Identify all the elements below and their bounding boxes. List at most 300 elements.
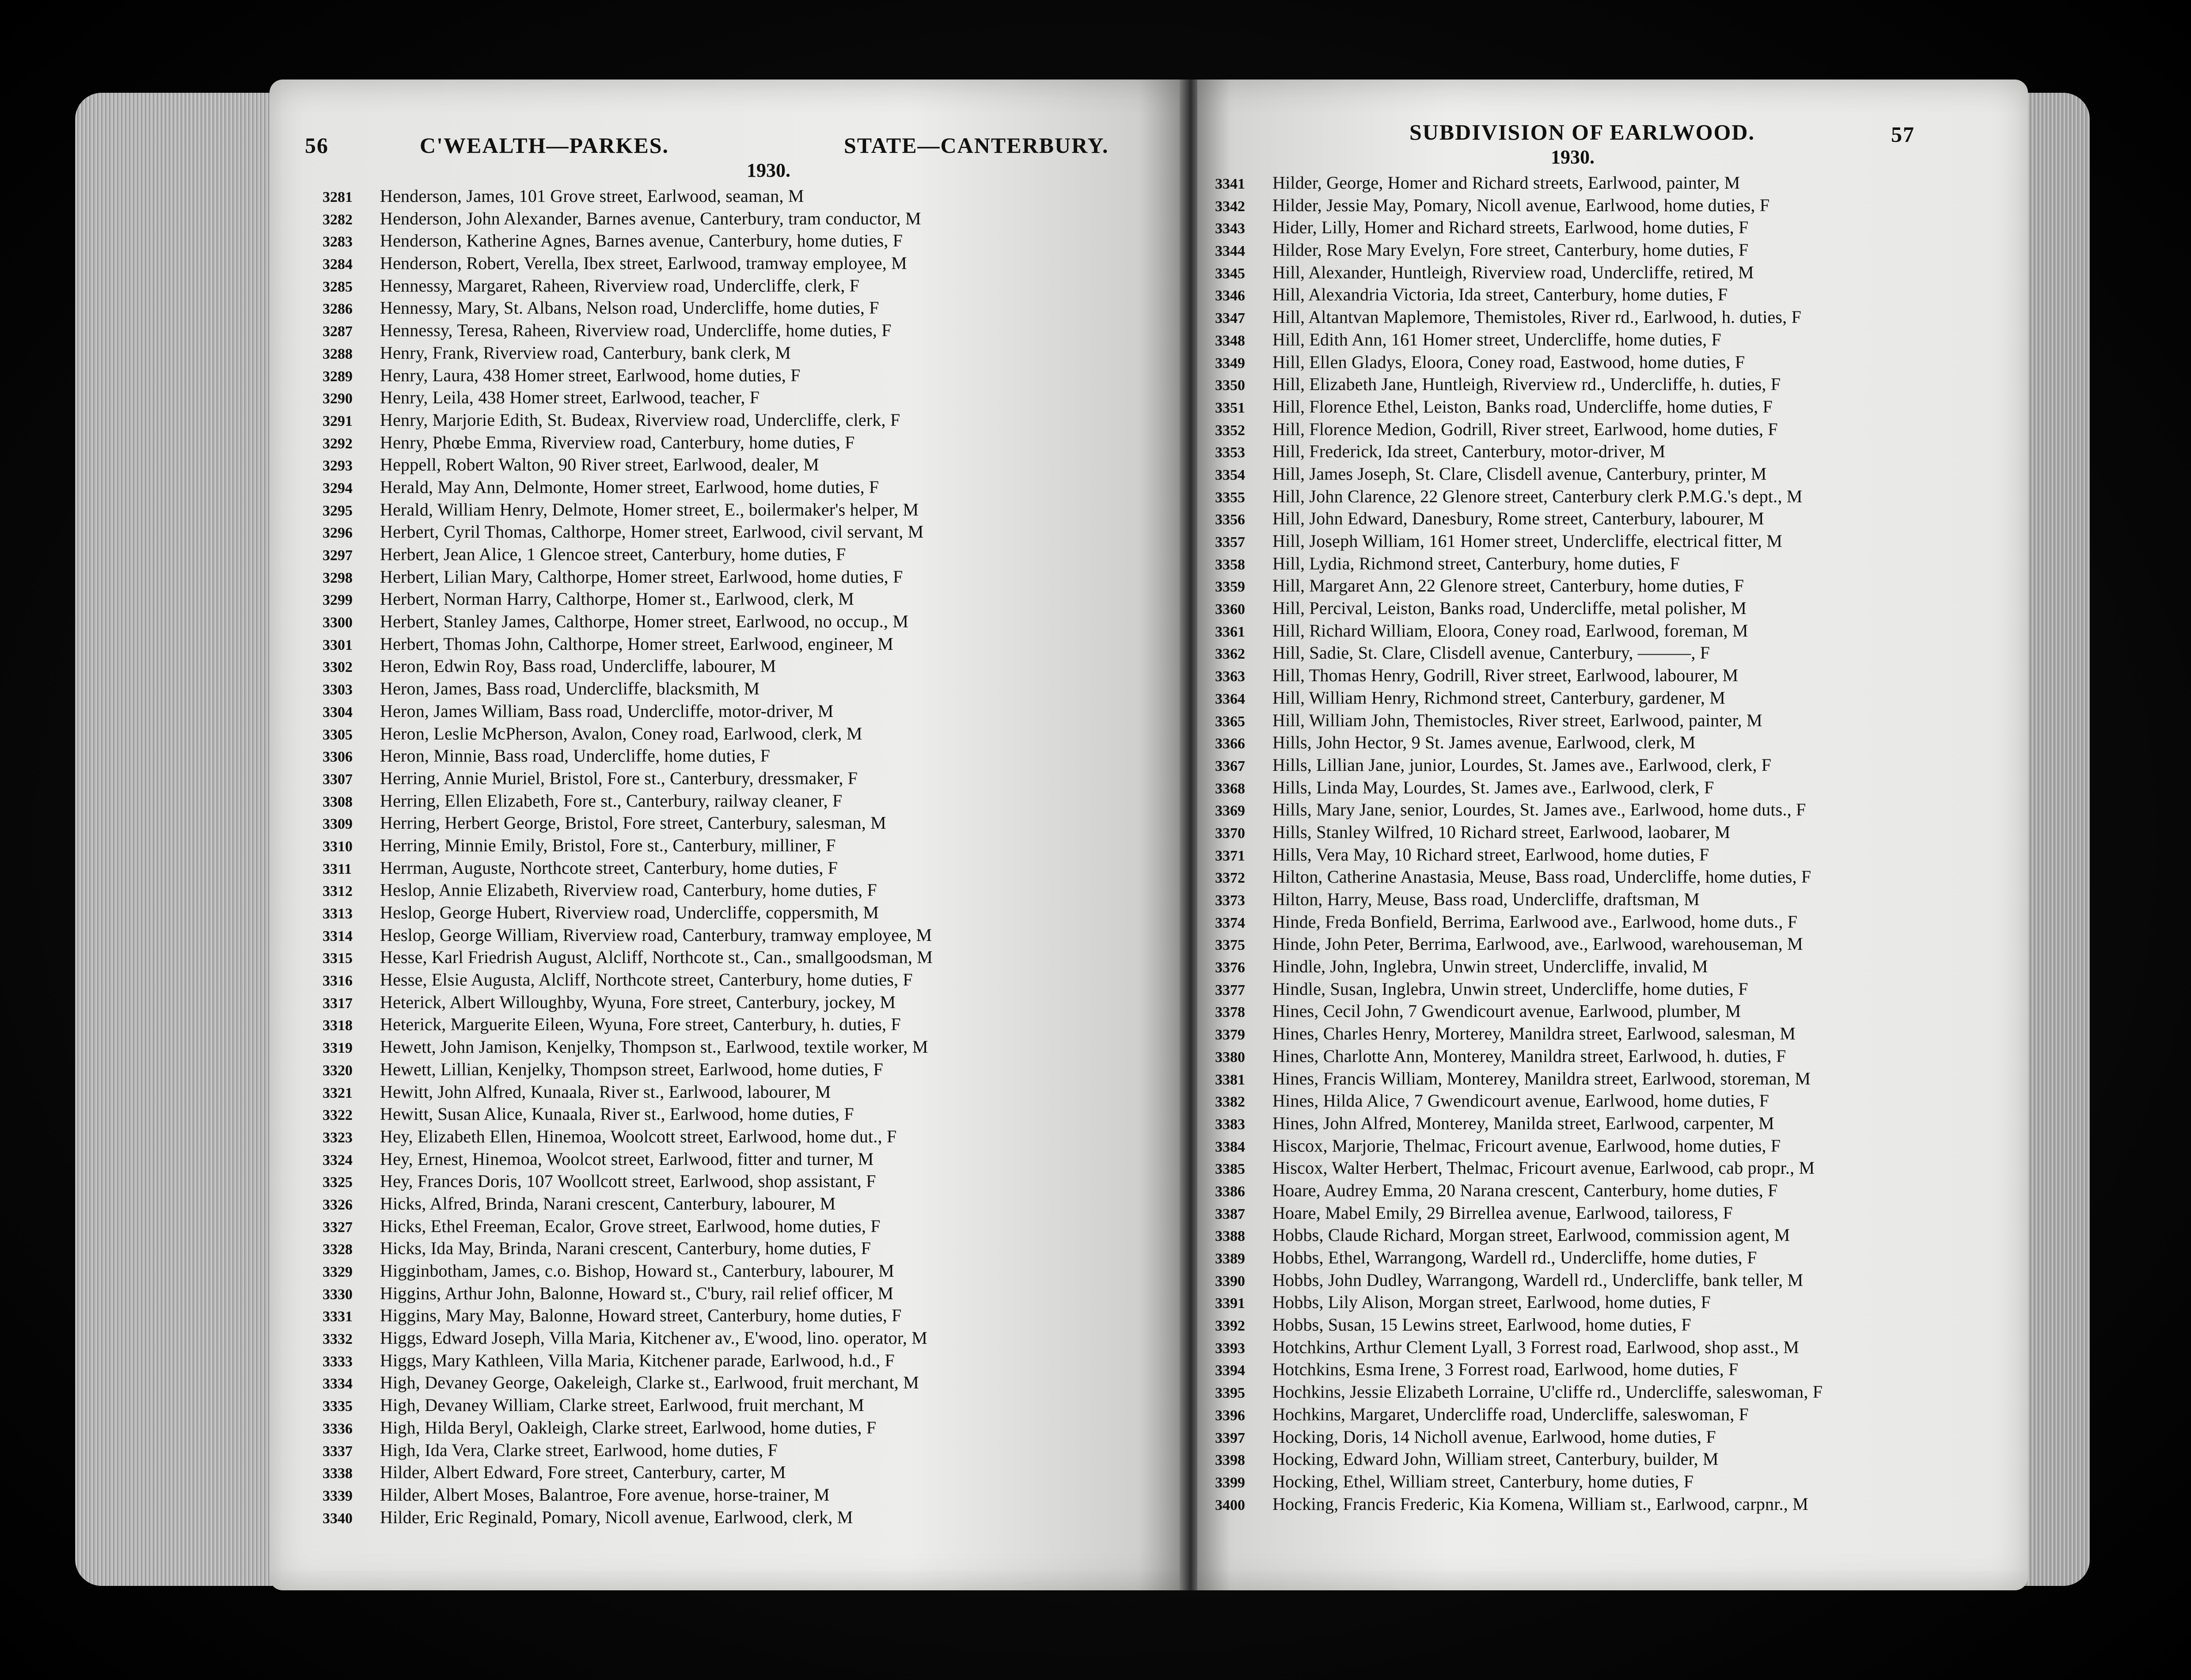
entry-text: Henderson, Katherine Agnes, Barnes avenue, Canterbury, home duties, F <box>380 231 903 251</box>
roll-entry <box>1215 620 2010 643</box>
roll-entry <box>323 544 1153 566</box>
entry-number: 3293 <box>323 458 353 474</box>
roll-entry <box>1215 642 2010 665</box>
entry-number: 3291 <box>323 413 353 429</box>
entry-text: Hines, Cecil John, 7 Gwendicourt avenue, Earlwood, plumber, M <box>1272 1001 1741 1021</box>
left-year: 1930. <box>747 159 790 181</box>
entry-text: Henderson, John Alexander, Barnes avenue, Canterbury, tram conductor, M <box>380 208 921 228</box>
entry-text: Higgs, Mary Kathleen, Villa Maria, Kitchener parade, Earlwood, h.d., F <box>380 1350 895 1370</box>
entry-number: 3287 <box>323 323 353 340</box>
entry-text: Hill, Joseph William, 161 Homer street, Undercliffe, electrical fitter, M <box>1272 531 1783 551</box>
entry-text: Hewett, John Jamison, Kenjelky, Thompson st., Earlwood, textile worker, M <box>380 1037 928 1057</box>
roll-entry <box>323 1417 1153 1440</box>
roll-entry <box>1215 217 2010 239</box>
entry-number: 3317 <box>323 995 353 1012</box>
entry-number: 3347 <box>1215 310 1245 327</box>
roll-entry <box>323 208 1153 231</box>
roll-entry <box>323 1193 1153 1216</box>
right-header-subdivision: SUBDIVISION OF EARLWOOD. <box>1409 120 1755 144</box>
entry-text: Hines, John Alfred, Monterey, Manilda street, Earlwood, carpenter, M <box>1272 1113 1774 1133</box>
roll-entry <box>1215 755 2010 777</box>
roll-entry <box>1215 687 2010 710</box>
entry-text: Hobbs, Susan, 15 Lewins street, Earlwood, home duties, F <box>1272 1315 1691 1335</box>
roll-entry <box>1215 508 2010 531</box>
left-page-number: 56 <box>305 133 329 158</box>
entry-text: Heron, James William, Bass road, Undercliffe, motor-driver, M <box>380 701 834 721</box>
entry-text: Hines, Charles Henry, Morterey, Manildra street, Earlwood, salesman, M <box>1272 1024 1796 1044</box>
roll-entry <box>323 342 1153 365</box>
entry-text: Heterick, Marguerite Eileen, Wyuna, Fore street, Canterbury, h. duties, F <box>380 1014 901 1035</box>
entry-text: Hewitt, Susan Alice, Kunaala, River st., Earlwood, home duties, F <box>380 1104 854 1124</box>
roll-entry <box>323 1104 1153 1126</box>
entry-text: Hilder, George, Homer and Richard streets, Earlwood, painter, M <box>1272 173 1740 193</box>
entry-text: Herald, May Ann, Delmonte, Homer street, Earlwood, home duties, F <box>380 477 879 497</box>
entry-text: Heslop, Annie Elizabeth, Riverview road, Canterbury, home duties, F <box>380 880 877 900</box>
entry-number: 3362 <box>1215 646 1245 663</box>
roll-entry <box>323 1283 1153 1305</box>
roll-entry <box>323 186 1153 208</box>
entry-text: Hilder, Albert Moses, Balantroe, Fore avenue, horse-trainer, M <box>380 1484 830 1505</box>
entry-number: 3397 <box>1215 1430 1245 1446</box>
entry-number: 3374 <box>1215 914 1245 931</box>
roll-entry <box>1215 598 2010 620</box>
left-header-electorate: C'WEALTH—PARKES. <box>420 133 669 158</box>
entry-number: 3312 <box>323 883 353 900</box>
entry-number: 3315 <box>323 950 353 967</box>
right-page-number: 57 <box>1891 122 1915 147</box>
roll-entry <box>323 320 1153 342</box>
entry-text: Hines, Francis William, Monterey, Manildra street, Earlwood, storeman, M <box>1272 1068 1811 1088</box>
roll-entry <box>323 812 1153 835</box>
entry-text: Hocking, Ethel, William street, Canterbury, home duties, F <box>1272 1471 1694 1491</box>
roll-entry <box>1215 1471 2010 1494</box>
entry-text: Hilton, Catherine Anastasia, Meuse, Bass road, Undercliffe, home duties, F <box>1272 867 1811 887</box>
entry-number: 3370 <box>1215 825 1245 842</box>
roll-entry <box>323 387 1153 410</box>
entry-number: 3303 <box>323 682 353 698</box>
entry-number: 3331 <box>323 1308 353 1325</box>
entry-number: 3329 <box>323 1264 353 1280</box>
entry-number: 3395 <box>1215 1385 1245 1402</box>
roll-entry <box>323 611 1153 633</box>
roll-entry <box>323 1440 1153 1462</box>
entry-text: Hoare, Mabel Emily, 29 Birrellea avenue, Earlwood, tailoress, F <box>1272 1202 1733 1223</box>
entry-text: Herring, Annie Muriel, Bristol, Fore st., Canterbury, dressmaker, F <box>380 768 858 788</box>
entry-number: 3368 <box>1215 780 1245 797</box>
entry-text: Hicks, Alfred, Brinda, Narani crescent, Canterbury, labourer, M <box>380 1193 836 1214</box>
entry-text: Heslop, George Hubert, Riverview road, Undercliffe, coppersmith, M <box>380 903 879 922</box>
roll-entry <box>1215 307 2010 329</box>
roll-entry <box>1215 1135 2010 1158</box>
entry-number: 3281 <box>323 189 353 205</box>
entry-number: 3365 <box>1215 713 1245 730</box>
roll-entry <box>1215 419 2010 441</box>
entry-text: Hewitt, John Alfred, Kunaala, River st., Earlwood, labourer, M <box>380 1081 831 1102</box>
entry-text: Hennessy, Teresa, Raheen, Riverview road, Undercliffe, home duties, F <box>380 320 892 341</box>
entry-text: Hilder, Eric Reginald, Pomary, Nicoll avenue, Earlwood, clerk, M <box>380 1507 853 1527</box>
entry-text: Hochkins, Jessie Elizabeth Lorraine, U'cliffe rd., Undercliffe, saleswoman, F <box>1272 1382 1823 1402</box>
entry-text: Hocking, Doris, 14 Nicholl avenue, Earlwood, home duties, F <box>1272 1426 1716 1447</box>
left-header-state: STATE—CANTERBURY. <box>844 133 1109 158</box>
roll-entry <box>1215 396 2010 419</box>
entry-number: 3391 <box>1215 1295 1245 1312</box>
roll-entry <box>323 992 1153 1014</box>
entry-text: Hider, Lilly, Homer and Richard streets, Earlwood, home duties, F <box>1272 217 1749 238</box>
roll-entry <box>1215 329 2010 352</box>
entry-number: 3327 <box>323 1219 353 1236</box>
entry-text: Hills, Stanley Wilfred, 10 Richard street, Earlwood, laobarer, M <box>1272 822 1731 842</box>
roll-entry <box>1215 1180 2010 1202</box>
entry-text: Hilder, Rose Mary Evelyn, Fore street, Canterbury, home duties, F <box>1272 240 1749 260</box>
roll-entry <box>323 701 1153 723</box>
entry-text: Heron, James, Bass road, Undercliffe, blacksmith, M <box>380 679 760 699</box>
entry-number: 3372 <box>1215 870 1245 887</box>
roll-entry <box>323 1059 1153 1081</box>
roll-entry <box>1215 284 2010 307</box>
entry-number: 3323 <box>323 1129 353 1146</box>
entry-number: 3285 <box>323 278 353 295</box>
entry-number: 3326 <box>323 1196 353 1213</box>
entry-number: 3398 <box>1215 1452 1245 1469</box>
entry-text: Herbert, Stanley James, Calthorpe, Homer street, Earlwood, no occup., M <box>380 611 909 632</box>
right-entries-list <box>1215 172 2010 1516</box>
entry-text: Hicks, Ida May, Brinda, Narani crescent, Canterbury, home duties, F <box>380 1238 871 1259</box>
entry-number: 3297 <box>323 547 353 564</box>
entry-number: 3340 <box>323 1510 353 1527</box>
entry-number: 3289 <box>323 368 353 385</box>
open-book <box>75 66 2090 1612</box>
entry-number: 3341 <box>1215 176 1245 192</box>
entry-number: 3305 <box>323 726 353 743</box>
roll-entry <box>323 947 1153 969</box>
roll-entry <box>1215 1202 2010 1225</box>
roll-entry <box>323 835 1153 857</box>
roll-entry <box>323 745 1153 768</box>
entry-number: 3385 <box>1215 1161 1245 1178</box>
entry-text: Herbert, Cyril Thomas, Calthorpe, Homer street, Earlwood, civil servant, M <box>380 522 924 542</box>
entry-text: Hennessy, Mary, St. Albans, Nelson road, Undercliffe, home duties, F <box>380 298 879 318</box>
right-page <box>1197 80 2028 1590</box>
roll-entry <box>323 1350 1153 1373</box>
entry-text: Hill, Margaret Ann, 22 Glenore street, Canterbury, home duties, F <box>1272 576 1744 596</box>
entry-number: 3334 <box>323 1376 353 1392</box>
roll-entry <box>323 633 1153 656</box>
entry-number: 3400 <box>1215 1497 1245 1513</box>
entry-text: Hotchkins, Esma Irene, 3 Forrest road, Earlwood, home duties, F <box>1272 1359 1739 1380</box>
entry-text: Hobbs, John Dudley, Warrangong, Wardell rd., Undercliffe, bank teller, M <box>1272 1270 1804 1290</box>
entry-text: Hill, Alexandria Victoria, Ida street, Canterbury, home duties, F <box>1272 284 1728 305</box>
entry-number: 3292 <box>323 435 353 452</box>
roll-entry <box>1215 710 2010 732</box>
entry-text: Hill, Ellen Gladys, Eloora, Coney road, Eastwood, home duties, F <box>1272 352 1745 372</box>
entry-text: Hills, Mary Jane, senior, Lourdes, St. James ave., Earlwood, home duts., F <box>1272 800 1806 820</box>
roll-entry <box>1215 262 2010 284</box>
roll-entry <box>1215 1068 2010 1091</box>
entry-number: 3300 <box>323 614 353 631</box>
roll-entry <box>1215 531 2010 553</box>
entry-text: Hill, Alexander, Huntleigh, Riverview road, Undercliffe, retired, M <box>1272 262 1754 282</box>
entry-text: Hill, Lydia, Richmond street, Canterbury, home duties, F <box>1272 553 1680 573</box>
entry-text: Hinde, Freda Bonfield, Berrima, Earlwood ave., Earlwood, home duts., F <box>1272 911 1798 932</box>
entry-number: 3335 <box>323 1398 353 1415</box>
entry-number: 3367 <box>1215 758 1245 774</box>
entry-number: 3319 <box>323 1040 353 1057</box>
roll-entry <box>1215 1426 2010 1449</box>
roll-entry <box>323 499 1153 522</box>
entry-text: Heron, Minnie, Bass road, Undercliffe, home duties, F <box>380 746 771 766</box>
roll-entry <box>1215 575 2010 598</box>
roll-entry <box>323 1216 1153 1238</box>
entry-number: 3337 <box>323 1443 353 1460</box>
roll-entry <box>1215 172 2010 195</box>
roll-entry <box>323 230 1153 253</box>
entry-text: Higginbotham, James, c.o. Bishop, Howard st., Canterbury, labourer, M <box>380 1261 894 1281</box>
entry-text: Henry, Leila, 438 Homer street, Earlwood, teacher, F <box>380 387 760 408</box>
entry-text: Hinde, John Peter, Berrima, Earlwood, ave., Earlwood, warehouseman, M <box>1272 934 1803 954</box>
roll-entry <box>323 902 1153 925</box>
entry-number: 3284 <box>323 256 353 273</box>
roll-entry <box>1215 978 2010 1001</box>
roll-entry <box>1215 1090 2010 1113</box>
entry-number: 3345 <box>1215 265 1245 282</box>
roll-entry <box>1215 352 2010 374</box>
roll-entry <box>323 1149 1153 1171</box>
roll-entry <box>323 1327 1153 1350</box>
entry-number: 3288 <box>323 345 353 362</box>
entry-number: 3346 <box>1215 288 1245 304</box>
roll-entry <box>323 566 1153 589</box>
entry-text: High, Hilda Beryl, Oakleigh, Clarke street, Earlwood, home duties, F <box>380 1417 877 1437</box>
entry-text: Heppell, Robert Walton, 90 River street, Earlwood, dealer, M <box>380 455 819 475</box>
entry-number: 3354 <box>1215 466 1245 483</box>
left-entries-list <box>323 186 1153 1529</box>
entry-text: Hill, Frederick, Ida street, Canterbury, motor-driver, M <box>1272 441 1666 462</box>
entry-number: 3308 <box>323 793 353 810</box>
entry-number: 3378 <box>1215 1004 1245 1021</box>
roll-entry <box>1215 1449 2010 1471</box>
entry-number: 3381 <box>1215 1071 1245 1088</box>
entry-text: Hines, Charlotte Ann, Monterey, Manildra street, Earlwood, h. duties, F <box>1272 1046 1786 1066</box>
entry-text: Herbert, Jean Alice, 1 Glencoe street, Canterbury, home duties, F <box>380 544 846 564</box>
entry-number: 3380 <box>1215 1049 1245 1066</box>
entry-text: Henderson, Robert, Verella, Ibex street, Earlwood, tramway employee, M <box>380 253 907 273</box>
roll-entry <box>1215 1113 2010 1135</box>
roll-entry <box>1215 374 2010 396</box>
roll-entry <box>1215 1001 2010 1023</box>
roll-entry <box>1215 553 2010 576</box>
entry-number: 3388 <box>1215 1228 1245 1245</box>
entry-text: High, Ida Vera, Clarke street, Earlwood, home duties, F <box>380 1440 778 1460</box>
roll-entry <box>323 969 1153 992</box>
entry-text: Hill, William Henry, Richmond street, Canterbury, gardener, M <box>1272 687 1726 708</box>
entry-text: Hills, Vera May, 10 Richard street, Earlwood, home duties, F <box>1272 844 1709 865</box>
roll-entry <box>1215 1023 2010 1046</box>
entry-text: Hills, Linda May, Lourdes, St. James ave., Earlwood, clerk, F <box>1272 777 1714 797</box>
roll-entry <box>1215 441 2010 463</box>
entry-number: 3399 <box>1215 1474 1245 1491</box>
entry-number: 3351 <box>1215 399 1245 416</box>
entry-number: 3369 <box>1215 803 1245 819</box>
roll-entry <box>323 678 1153 701</box>
entry-text: High, Devaney George, Oakeleigh, Clarke st., Earlwood, fruit merchant, M <box>380 1373 919 1393</box>
entry-text: Hilder, Jessie May, Pomary, Nicoll avenue, Earlwood, home duties, F <box>1272 195 1770 215</box>
roll-entry <box>1215 1314 2010 1337</box>
roll-entry <box>323 1507 1153 1529</box>
roll-entry <box>323 275 1153 298</box>
entry-text: Hill, James Joseph, St. Clare, Clisdell avenue, Canterbury, printer, M <box>1272 463 1767 484</box>
entry-text: Henderson, James, 101 Grove street, Earlwood, seaman, M <box>380 186 804 206</box>
entry-text: Hey, Frances Doris, 107 Woollcott street, Earlwood, shop assistant, F <box>380 1171 876 1191</box>
roll-entry <box>1215 1270 2010 1292</box>
roll-entry <box>1215 1292 2010 1314</box>
entry-number: 3387 <box>1215 1206 1245 1222</box>
entry-text: High, Devaney William, Clarke street, Earlwood, fruit merchant, M <box>380 1395 864 1415</box>
roll-entry <box>323 768 1153 790</box>
roll-entry <box>323 253 1153 275</box>
entry-text: Hilton, Harry, Meuse, Bass road, Undercliffe, draftsman, M <box>1272 889 1700 909</box>
entry-text: Hills, John Hector, 9 St. James avenue, Earlwood, clerk, M <box>1272 732 1696 753</box>
entry-text: Hindle, Susan, Inglebra, Unwin street, Undercliffe, home duties, F <box>1272 978 1748 999</box>
entry-text: Hochkins, Margaret, Undercliffe road, Undercliffe, saleswoman, F <box>1272 1404 1749 1424</box>
entry-text: Henry, Laura, 438 Homer street, Earlwood, home duties, F <box>380 365 801 385</box>
entry-text: Hill, Florence Ethel, Leiston, Banks road, Undercliffe, home duties, F <box>1272 396 1773 417</box>
entry-text: Hicks, Ethel Freeman, Ecalor, Grove street, Earlwood, home duties, F <box>380 1216 881 1236</box>
entry-number: 3353 <box>1215 444 1245 461</box>
entry-number: 3314 <box>323 928 353 944</box>
roll-entry <box>1215 933 2010 956</box>
entry-number: 3379 <box>1215 1027 1245 1043</box>
entry-number: 3357 <box>1215 534 1245 550</box>
roll-entry <box>323 1036 1153 1059</box>
entry-number: 3363 <box>1215 668 1245 685</box>
entry-number: 3356 <box>1215 512 1245 528</box>
entry-number: 3320 <box>323 1062 353 1079</box>
entry-number: 3286 <box>323 301 353 318</box>
entry-text: Hill, Edith Ann, 161 Homer street, Undercliffe, home duties, F <box>1272 329 1721 349</box>
entry-text: Heterick, Albert Willoughby, Wyuna, Fore street, Canterbury, jockey, M <box>380 992 896 1012</box>
entry-text: Hocking, Francis Frederic, Kia Komena, William st., Earlwood, carpnr., M <box>1272 1494 1808 1514</box>
entry-text: Hobbs, Lily Alison, Morgan street, Earlwood, home duties, F <box>1272 1292 1711 1312</box>
entry-number: 3396 <box>1215 1407 1245 1424</box>
entry-number: 3298 <box>323 569 353 586</box>
roll-entry <box>1215 1404 2010 1426</box>
roll-entry <box>1215 822 2010 844</box>
entry-text: Hill, William John, Themistocles, River street, Earlwood, painter, M <box>1272 710 1762 730</box>
roll-entry <box>323 1372 1153 1395</box>
roll-entry <box>1215 1337 2010 1359</box>
roll-entry <box>1215 889 2010 911</box>
roll-entry <box>323 1305 1153 1327</box>
roll-entry <box>1215 195 2010 217</box>
roll-entry <box>1215 799 2010 822</box>
roll-entry <box>1215 463 2010 486</box>
entry-text: Hindle, John, Inglebra, Unwin street, Undercliffe, invalid, M <box>1272 956 1708 977</box>
entry-number: 3332 <box>323 1331 353 1348</box>
entry-number: 3339 <box>323 1487 353 1504</box>
entry-text: Hill, John Clarence, 22 Glenore street, Canterbury clerk P.M.G.'s dept., M <box>1272 486 1803 506</box>
entry-number: 3355 <box>1215 489 1245 506</box>
entry-number: 3282 <box>323 211 353 228</box>
roll-entry <box>323 297 1153 320</box>
entry-number: 3330 <box>323 1286 353 1303</box>
roll-entry <box>1215 239 2010 262</box>
entry-number: 3328 <box>323 1241 353 1258</box>
entry-text: Hill, Sadie, St. Clare, Clisdell avenue, Canterbury, ———, F <box>1272 643 1710 663</box>
entry-number: 3392 <box>1215 1318 1245 1335</box>
entry-number: 3390 <box>1215 1273 1245 1289</box>
roll-entry <box>323 880 1153 902</box>
entry-text: Heron, Edwin Roy, Bass road, Undercliffe, labourer, M <box>380 656 776 676</box>
entry-text: Herbert, Norman Harry, Calthorpe, Homer st., Earlwood, clerk, M <box>380 589 854 609</box>
entry-text: Hines, Hilda Alice, 7 Gwendicourt avenue, Earlwood, home duties, F <box>1272 1091 1770 1111</box>
entry-text: Hill, Florence Medion, Godrill, River street, Earlwood, home duties, F <box>1272 419 1778 439</box>
entry-number: 3348 <box>1215 332 1245 349</box>
roll-entry <box>1215 1494 2010 1516</box>
entry-text: Higgins, Arthur John, Balonne, Howard st., C'bury, rail relief officer, M <box>380 1283 894 1303</box>
entry-text: Hiscox, Marjorie, Thelmac, Fricourt avenue, Earlwood, home duties, F <box>1272 1135 1781 1156</box>
entry-text: Hill, Percival, Leiston, Banks road, Undercliffe, metal polisher, M <box>1272 598 1747 618</box>
entry-number: 3325 <box>323 1174 353 1191</box>
entry-text: Hill, Thomas Henry, Godrill, River street, Earlwood, labourer, M <box>1272 665 1739 686</box>
entry-number: 3366 <box>1215 736 1245 752</box>
entry-text: Hill, Richard William, Eloora, Coney road, Earlwood, foreman, M <box>1272 620 1748 641</box>
entry-number: 3342 <box>1215 198 1245 215</box>
roll-entry <box>323 1395 1153 1417</box>
entry-text: Hobbs, Ethel, Warrangong, Wardell rd., Undercliffe, home duties, F <box>1272 1248 1757 1267</box>
roll-entry <box>323 1014 1153 1036</box>
roll-entry <box>323 723 1153 746</box>
right-year: 1930. <box>1551 146 1595 168</box>
roll-entry <box>323 790 1153 813</box>
entry-text: Hill, Elizabeth Jane, Huntleigh, Riverview rd., Undercliffe, h. duties, F <box>1272 374 1781 394</box>
roll-entry <box>323 1171 1153 1193</box>
roll-entry <box>323 1462 1153 1484</box>
roll-entry <box>1215 1381 2010 1404</box>
entry-number: 3376 <box>1215 959 1245 976</box>
roll-entry <box>1215 665 2010 687</box>
entry-number: 3349 <box>1215 355 1245 372</box>
entry-number: 3322 <box>323 1107 353 1124</box>
entry-text: Hobbs, Claude Richard, Morgan street, Earlwood, commission agent, M <box>1272 1225 1790 1245</box>
entry-number: 3358 <box>1215 556 1245 573</box>
roll-entry <box>1215 777 2010 800</box>
entry-number: 3333 <box>323 1353 353 1370</box>
entry-number: 3386 <box>1215 1183 1245 1200</box>
entry-number: 3384 <box>1215 1138 1245 1155</box>
entry-text: Hesse, Karl Friedrish August, Alcliff, Northcote st., Can., smallgoodsman, M <box>380 947 933 967</box>
entry-number: 3338 <box>323 1465 353 1482</box>
entry-number: 3360 <box>1215 601 1245 618</box>
roll-entry <box>1215 1157 2010 1180</box>
entry-number: 3318 <box>323 1017 353 1034</box>
entry-number: 3364 <box>1215 690 1245 707</box>
entry-text: Henry, Marjorie Edith, St. Budeax, Riverview road, Undercliffe, clerk, F <box>380 410 900 430</box>
entry-text: Higgs, Edward Joseph, Villa Maria, Kitchener av., E'wood, lino. operator, M <box>380 1328 928 1348</box>
entry-number: 3306 <box>323 749 353 766</box>
entry-number: 3313 <box>323 906 353 922</box>
roll-entry <box>323 925 1153 947</box>
entry-number: 3383 <box>1215 1116 1245 1133</box>
entry-number: 3371 <box>1215 847 1245 864</box>
roll-entry <box>1215 732 2010 755</box>
roll-entry <box>323 365 1153 387</box>
entry-text: Higgins, Mary May, Balonne, Howard street, Canterbury, home duties, F <box>380 1305 902 1326</box>
entry-number: 3309 <box>323 816 353 833</box>
roll-entry <box>1215 866 2010 889</box>
entry-number: 3336 <box>323 1420 353 1437</box>
roll-entry <box>323 656 1153 678</box>
entry-number: 3344 <box>1215 243 1245 260</box>
